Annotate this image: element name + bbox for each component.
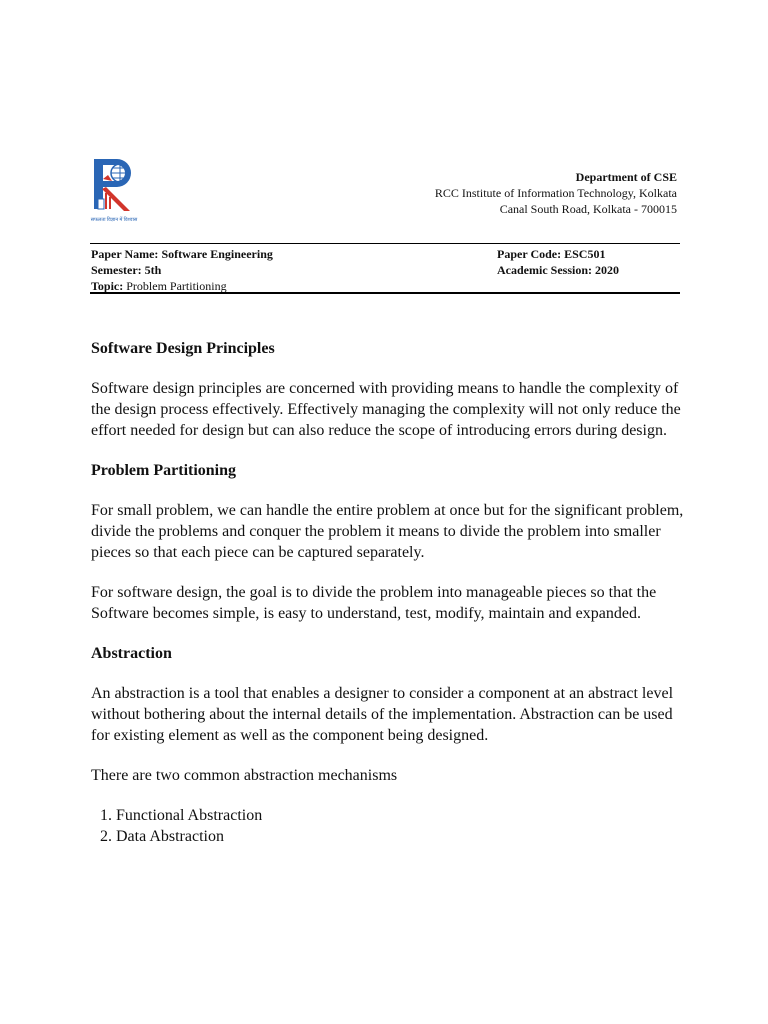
paper-code: ESC501 bbox=[564, 247, 606, 261]
academic-session: 2020 bbox=[595, 263, 619, 277]
document-body bbox=[91, 338, 691, 847]
paragraph-design-principles: Software design principles are concerned with providing means to handle the complexity of the design process effectively. Effectively managing the complexity will not only reduce the effort needed for design but can also reduce the scope of introducing errors during design. bbox=[91, 380, 681, 439]
topic: Problem Partitioning bbox=[126, 279, 227, 293]
heading-problem-partitioning: Problem Partitioning bbox=[91, 462, 237, 479]
paper-name: Software Engineering bbox=[161, 247, 273, 261]
heading-abstraction: Abstraction bbox=[91, 645, 172, 662]
paper-meta-right bbox=[497, 246, 619, 278]
institute-logo bbox=[90, 157, 138, 229]
header-top-rule bbox=[90, 243, 680, 244]
header-bottom-rule bbox=[90, 292, 680, 294]
logo-caption: सफलता विज्ञान में विश्वास bbox=[90, 218, 138, 223]
session-row: Academic Session: 2020 bbox=[497, 263, 619, 277]
paragraph-mechanisms: There are two common abstraction mechanisms bbox=[91, 767, 398, 784]
paper-code-row: Paper Code: ESC501 bbox=[497, 247, 606, 261]
paragraph-partitioning-2: For software design, the goal is to divide the problem into manageable pieces so that the Software becomes simple, is easy to understand, test, modify, maintain and expanded. bbox=[91, 584, 657, 622]
paper-meta-left bbox=[91, 246, 273, 294]
department-block bbox=[435, 169, 677, 217]
list-item: 2. Data Abstraction bbox=[116, 826, 691, 847]
heading-design-principles: Software Design Principles bbox=[91, 340, 275, 357]
paragraph-partitioning-1: For small problem, we can handle the entire problem at once but for the significant problem, divide the problems and conquer the problem it means to divide the problem into smaller pieces so that each piece can be captured separately. bbox=[91, 502, 684, 561]
topic-row: Topic: Problem Partitioning bbox=[91, 279, 227, 293]
institute-name: RCC Institute of Information Technology, Kolkata bbox=[434, 186, 677, 200]
abstraction-list bbox=[91, 805, 691, 847]
institute-address: Canal South Road, Kolkata - 700015 bbox=[499, 202, 677, 216]
paragraph-abstraction: An abstraction is a tool that enables a designer to consider a component at an abstract level without bothering about the internal details of the implementation. Abstraction can be used for existing element as well as the component being designed. bbox=[91, 685, 674, 744]
semester: 5th bbox=[144, 263, 162, 277]
list-item: 1. Functional Abstraction bbox=[116, 805, 691, 826]
department-name: Department of CSE bbox=[575, 170, 677, 184]
semester-row: Semester: 5th bbox=[91, 263, 162, 277]
paper-name-row: Paper Name: Software Engineering bbox=[91, 247, 273, 261]
